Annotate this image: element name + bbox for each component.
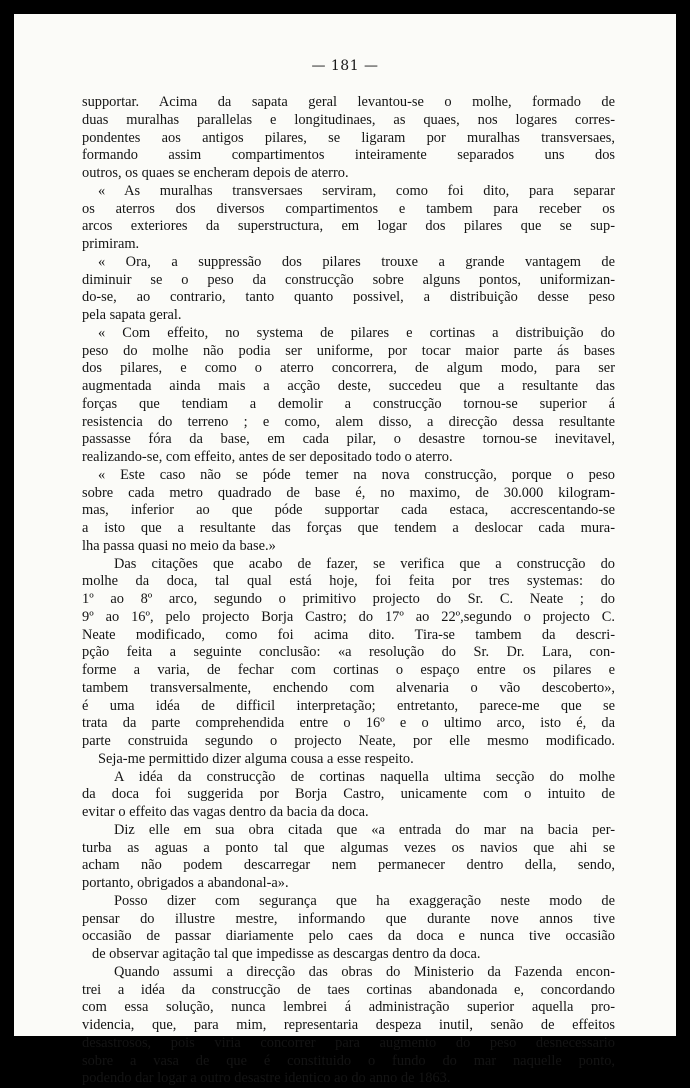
text-line: evitar o effeito das vagas dentro da bacia da doca. — [82, 804, 369, 820]
body-text — [82, 94, 615, 1088]
text-line: sobre a vasa de que é constituido o fundo do mar naquelle ponto, — [82, 1052, 615, 1069]
text-line: Posso dizer com segurança que ha exaggeração neste modo de — [114, 892, 615, 909]
text-line: Das citações que acabo de fazer, se verifica que a construcção do — [114, 555, 615, 572]
text-line: os aterros dos diversos compartimentos e tambem para receber os — [82, 200, 615, 217]
text-line: resistencia do terreno ; e como, alem disso, a direcção dessa resultante — [82, 413, 615, 430]
text-line: diminuir se o peso da construcção sobre alguns pontos, uniformizan- — [82, 271, 615, 288]
text-line: « Este caso não se póde temer na nova construcção, porque o peso — [98, 466, 615, 483]
text-line: occasião de passar diariamente pelo caes da doca e nunca tive occasião — [82, 928, 615, 945]
book-page — [14, 14, 676, 1087]
text-line: passasse fóra da base, em cada pilar, o desastre tornou-se inevitavel, — [82, 431, 615, 448]
text-line: « Ora, a suppressão dos pilares trouxe a grande vantagem de — [98, 253, 615, 270]
text-line: « Com effeito, no systema de pilares e cortinas a distribuição do — [98, 324, 615, 341]
text-line: realizando-se, com effeito, antes de ser depositado todo o aterro. — [82, 449, 453, 465]
text-line: portanto, obrigados a abandonal-a». — [82, 875, 289, 891]
text-line: Diz elle em sua obra citada que «a entrada do mar na bacia per- — [114, 821, 615, 838]
text-line: lha passa quasi no meio da base.» — [82, 537, 276, 554]
text-line: forças que tendiam a demolir a construcção tornou-se superior á — [82, 395, 615, 412]
text-line: 9º ao 16º, pelo projecto Borja Castro; do 17º ao 22º,segundo o projecto C. — [82, 608, 615, 625]
text-line: Quando assumi a direcção das obras do Ministerio da Fazenda encon- — [114, 963, 615, 980]
text-line: forme a varia, de fechar com cortinas o espaço entre os pilares e — [82, 662, 615, 678]
text-line: trata da parte comprehendida entre o 16º e o ultimo arco, isto é, da — [82, 715, 615, 732]
text-line: molhe da doca, tal qual está hoje, foi feita por tres systemas: do — [82, 573, 615, 590]
text-line: trei a idéa da construcção de taes cortinas abandonada e, concordando — [82, 981, 615, 998]
text-line: pondentes aos antigos pilares, se ligaram por muralhas transversaes, — [82, 129, 615, 146]
text-line: formando assim compartimentos inteiramente separados uns dos — [82, 147, 615, 164]
text-line: com essa solução, nunca lembrei á administração superior aquella pro- — [82, 999, 615, 1016]
text-line: pela sapata geral. — [82, 307, 182, 323]
text-line: parte construida segundo o projecto Neate, por elle mesmo modificado. — [82, 733, 615, 749]
text-line: mas, inferior ao que póde supportar cada estaca, accrescentando-se — [82, 502, 615, 519]
text-line: outros, os quaes se encheram depois de aterro. — [82, 165, 349, 181]
text-line: peso do molhe não podia ser uniforme, por tocar maior parte ás bases — [82, 342, 615, 359]
text-line: pensar do illustre mestre, informando que durante nove annos tive — [82, 910, 615, 927]
text-line: desastrosos, pois viria concorrer para augmento do peso desnecessario — [82, 1034, 615, 1051]
text-line: arcos exteriores da superstructura, em logar dos pilares que se sup- — [82, 218, 615, 235]
text-line: primiram. — [82, 236, 140, 252]
text-line: sobre cada metro quadrado de base é, no maximo, de 30.000 kilogram- — [82, 484, 615, 501]
text-line: tambem transversalmente, enchendo com alvenaria o vão descoberto», — [82, 679, 615, 696]
text-line: pção feita a seguinte conclusão: «a resolução do Sr. Dr. Lara, con- — [82, 644, 615, 661]
text-line: Seja-me permittido dizer alguma cousa a esse respeito. — [98, 750, 414, 767]
text-line: acham não podem descarregar nem permanecer dentro della, sendo, — [82, 857, 615, 874]
text-line: augmentada ainda mais a acção deste, succedeu que a resultante das — [82, 378, 615, 394]
text-line: podendo dar logar a outro desastre identico ao do anno de 1863. — [82, 1070, 451, 1087]
text-line: dos pilares, e como o aterro concorrera, de algum modo, para ser — [82, 360, 615, 377]
text-line: é uma idéa de difficil interpretação; entretanto, parece-me que se — [82, 697, 615, 714]
text-line: « As muralhas transversaes serviram, como foi dito, para separar — [98, 182, 615, 199]
text-line: da doca foi suggerida por Borja Castro, unicamente com o intuito de — [82, 786, 615, 803]
text-line: turba as aguas a ponto tal que algumas vezes os navios que ahi se — [82, 839, 615, 856]
text-line: Neate modificado, como foi acima dito. Tira-se tambem da descri- — [82, 626, 615, 643]
text-line: do-se, ao contrario, tanto quanto possivel, a distribuição desse peso — [82, 289, 615, 306]
text-line: videncia, que, para mim, representaria despeza inutil, senão de effeitos — [82, 1017, 615, 1033]
text-line: a isto que a resultante das forças que tendem a deslocar cada mura- — [82, 520, 615, 536]
page-number: — 181 — — [311, 58, 379, 74]
text-line: de observar agitação tal que impedisse as descargas dentro da doca. — [92, 946, 481, 962]
text-line: 1º ao 8º arco, segundo o primitivo projecto do Sr. C. Neate ; do — [82, 591, 615, 607]
text-line: supportar. Acima da sapata geral levantou-se o molhe, formado de — [82, 94, 615, 110]
text-line: duas muralhas parallelas e longitudinaes, as quaes, nos logares corres- — [82, 111, 615, 128]
text-line: A idéa da construcção de cortinas naquella ultima secção do molhe — [114, 768, 615, 785]
